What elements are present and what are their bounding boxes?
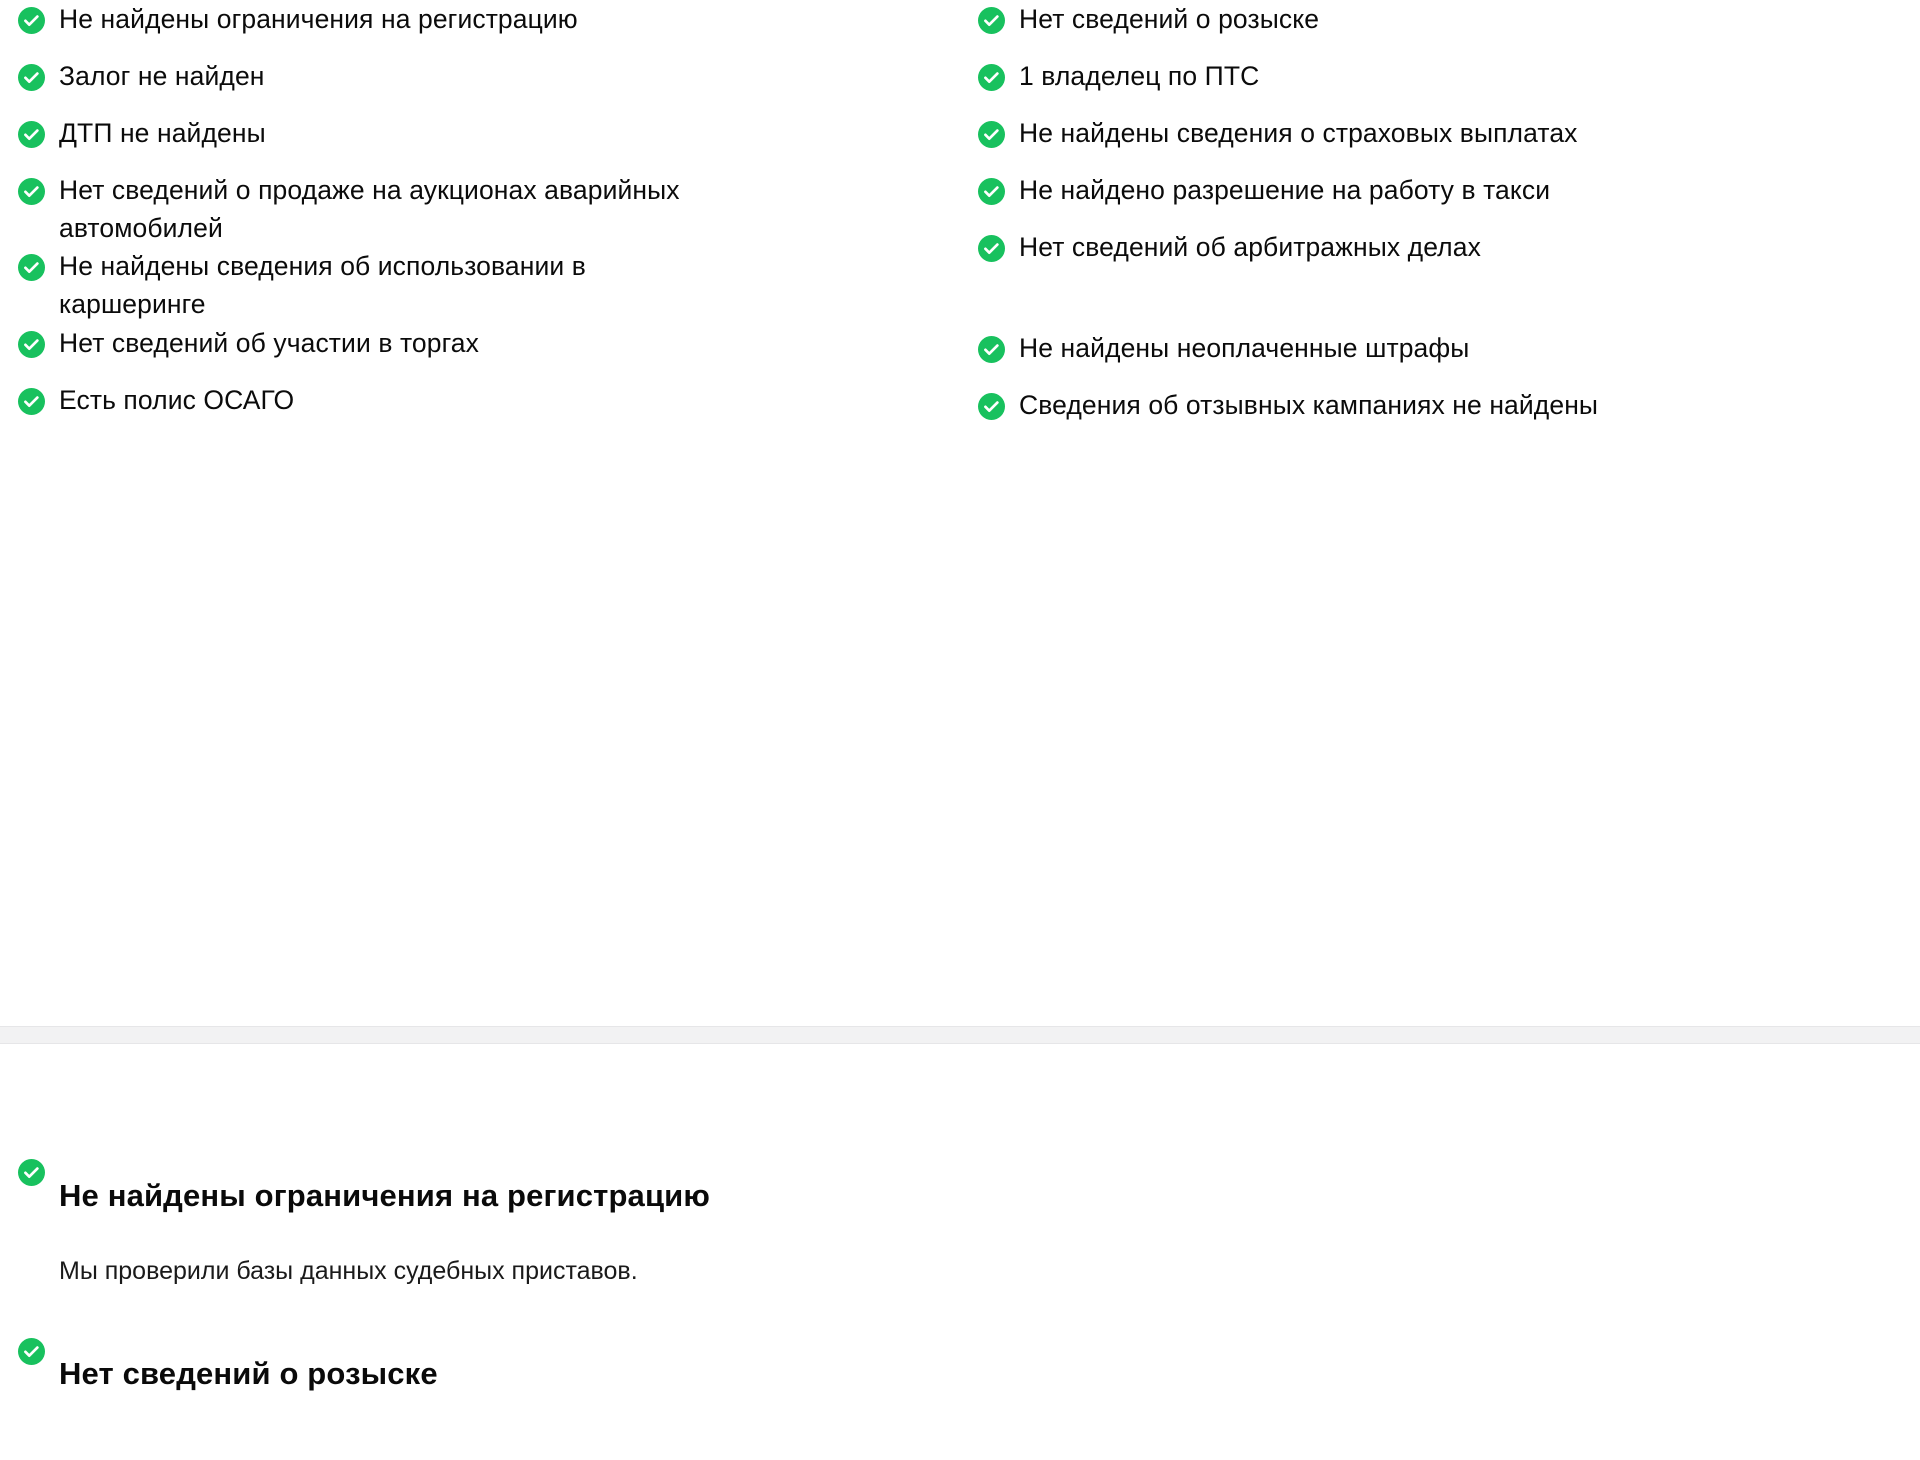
list-item (18, 381, 978, 438)
check-circle-icon (978, 393, 1005, 420)
list-item-label: ДТП не найдены (59, 118, 266, 148)
check-circle-icon (18, 178, 45, 205)
check-circle-icon (978, 7, 1005, 34)
list-item (978, 171, 1878, 228)
list-item (18, 324, 978, 381)
detail-title: Нет сведений о розыске (59, 1356, 438, 1392)
list-item (18, 114, 978, 171)
list-item-label: 1 владелец по ПТС (1019, 61, 1260, 91)
list-item (18, 247, 978, 323)
list-item-label: Не найдены неоплаченные штрафы (1019, 333, 1470, 363)
list-item (18, 0, 978, 57)
check-circle-icon (18, 254, 45, 281)
detail-block (18, 1150, 1920, 1289)
list-item (978, 0, 1878, 57)
check-circle-icon (18, 388, 45, 415)
list-item-label: Залог не найден (59, 61, 265, 91)
check-circle-icon (18, 64, 45, 91)
check-circle-icon (978, 178, 1005, 205)
check-circle-icon (978, 121, 1005, 148)
list-item (978, 386, 1878, 443)
list-item-label: Не найдены сведения о страховых выплатах (1019, 118, 1578, 148)
list-item-label: Нет сведений о розыске (1019, 4, 1320, 34)
list-item (978, 57, 1878, 114)
list-item-label: Не найдены сведения об использовании в каршеринге (59, 251, 586, 319)
vehicle-check-summary (0, 0, 1920, 443)
detail-description: Мы проверили базы данных судебных приставов. (59, 1256, 638, 1285)
summary-column-left (18, 0, 978, 443)
list-item-label: Нет сведений об арбитражных делах (1019, 232, 1481, 262)
check-circle-icon (18, 7, 45, 34)
check-circle-icon (18, 331, 45, 358)
list-item (18, 171, 978, 247)
list-item-label: Не найдено разрешение на работу в такси (1019, 175, 1551, 205)
check-circle-icon (978, 235, 1005, 262)
check-circle-icon (18, 121, 45, 148)
list-item-label: Нет сведений об участии в торгах (59, 327, 479, 358)
list-item-label: Сведения об отзывных кампаниях не найдены (1019, 390, 1599, 420)
list-item (978, 114, 1878, 171)
list-item-label: Есть полис ОСАГО (59, 384, 295, 415)
check-circle-icon (18, 1338, 45, 1365)
check-circle-icon (978, 64, 1005, 91)
check-circle-icon (978, 336, 1005, 363)
check-details-section (0, 1150, 1920, 1460)
check-circle-icon (18, 1159, 45, 1186)
list-item-label: Не найдены ограничения на регистрацию (59, 4, 578, 34)
list-item-label: Нет сведений о продаже на аукционах аварийных автомобилей (59, 175, 680, 243)
list-item (978, 329, 1878, 386)
detail-block (18, 1329, 1920, 1421)
list-item (18, 57, 978, 114)
summary-column-right (978, 0, 1878, 443)
section-divider (0, 1026, 1920, 1044)
detail-title: Не найдены ограничения на регистрацию (59, 1177, 710, 1213)
list-item (978, 228, 1878, 329)
